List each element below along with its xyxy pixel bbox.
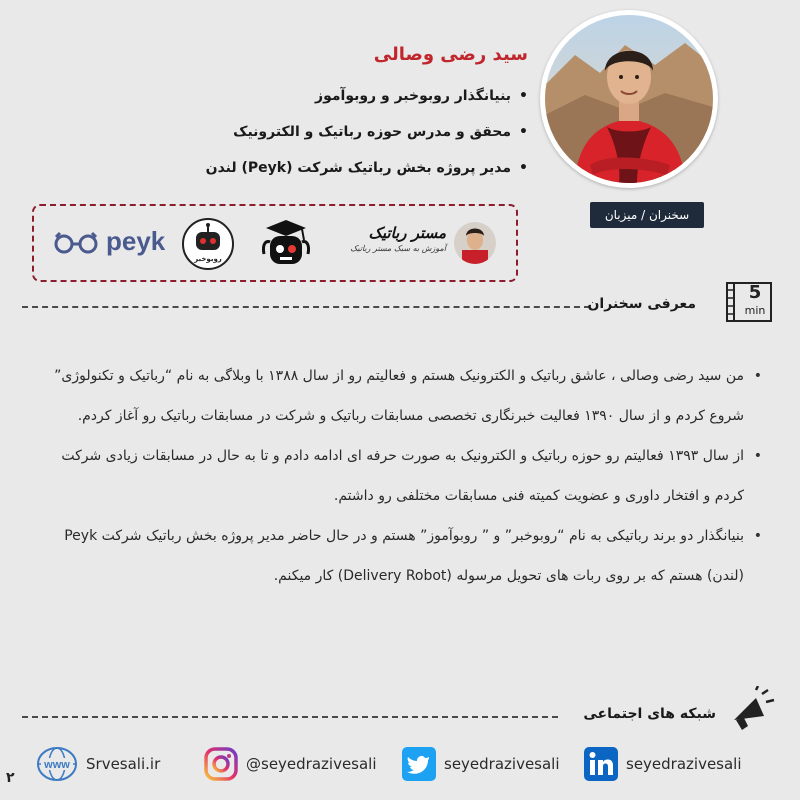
megaphone-icon [726,686,776,736]
instagram-icon [204,747,238,781]
twitter-handle: seyedrazivesali [444,755,560,773]
timer-icon: 5 min [726,282,772,322]
mr-robotic-logo [350,224,446,253]
website-text: Srvesali.ir [86,755,161,773]
role-item: • مدیر پروژه بخش رباتیک شرکت (Peyk) لندن [128,158,528,194]
intro-paragraph: • من سید رضی وصالی ، عاشق رباتیک و الکترونیک هستم و فعالیتم رو از سال ۱۳۸۸ با وبلاگی به نام “رباتیک و تکنولوژی” شروع کردم و از سال ۱۳۹۰ فعالیت خبرنگاری تخصصی مسابقات رباتیک و شرکت در مسابقات رباتیک رو آغاز کردم. [28,356,762,436]
social-section-title: شبکه های اجتماعی [583,706,716,722]
host-badge: سخنران / میزبان [590,202,704,228]
linkedin-link[interactable] [584,744,742,784]
intro-list [28,356,762,596]
role-item: • بنیانگذار روبوخبر و روبوآموز [128,86,528,122]
profile-photo [540,10,718,188]
page-number: ۲ [6,770,15,786]
linkedin-handle: seyedrazivesali [626,755,742,773]
channel-subtitle: آموزش به سبک مستر رباتیک [350,244,446,253]
channel-avatar [454,222,496,264]
brand-logos-box [32,204,518,282]
speaker-roles [128,86,528,194]
peyk-glasses-icon [52,227,102,257]
intro-section-title: معرفی سخنران [587,296,696,312]
twitter-link[interactable] [402,744,560,784]
graduation-robot-icon [256,214,316,274]
instagram-link[interactable] [204,744,377,784]
intro-paragraph: • از سال ۱۳۹۳ فعالیتم رو حوزه رباتیک و الکترونیک به صورت حرفه ای ادامه دادم و تا به حال در مسابقات زیادی شرکت کردم و افتخار داوری و عضویت کمیته فنی مسابقات مختلفی رو داشتم. [28,436,762,516]
roboamooz-logo [256,214,316,278]
channel-title: مستر رباتیک [368,224,446,242]
robokhabar-logo: روبوخبر [182,218,234,270]
linkedin-icon [584,747,618,781]
section-divider [22,716,558,718]
peyk-wordmark: peyk [106,226,166,256]
role-item: • محقق و مدرس حوزه رباتیک و الکترونیک [128,122,528,158]
svg-text:www: www [44,759,70,771]
intro-paragraph: • بنیانگذار دو برند رباتیکی به نام “روبوخبر” و ” روبوآموز” هستم و در حال حاضر مدیر پروژه بخش رباتیک شرکت Peyk (لندن) هستم که بر روی ربات های تحویل مرسوله (Delivery Robot) کار میکنم. [28,516,762,596]
peyk-logo [52,226,165,257]
speaker-name: سید رضی وصالی [373,44,528,65]
twitter-icon [402,747,436,781]
globe-icon [36,746,78,782]
website-link[interactable] [36,744,160,784]
instagram-handle: @seyedrazivesali [246,755,377,773]
section-divider [22,306,590,308]
